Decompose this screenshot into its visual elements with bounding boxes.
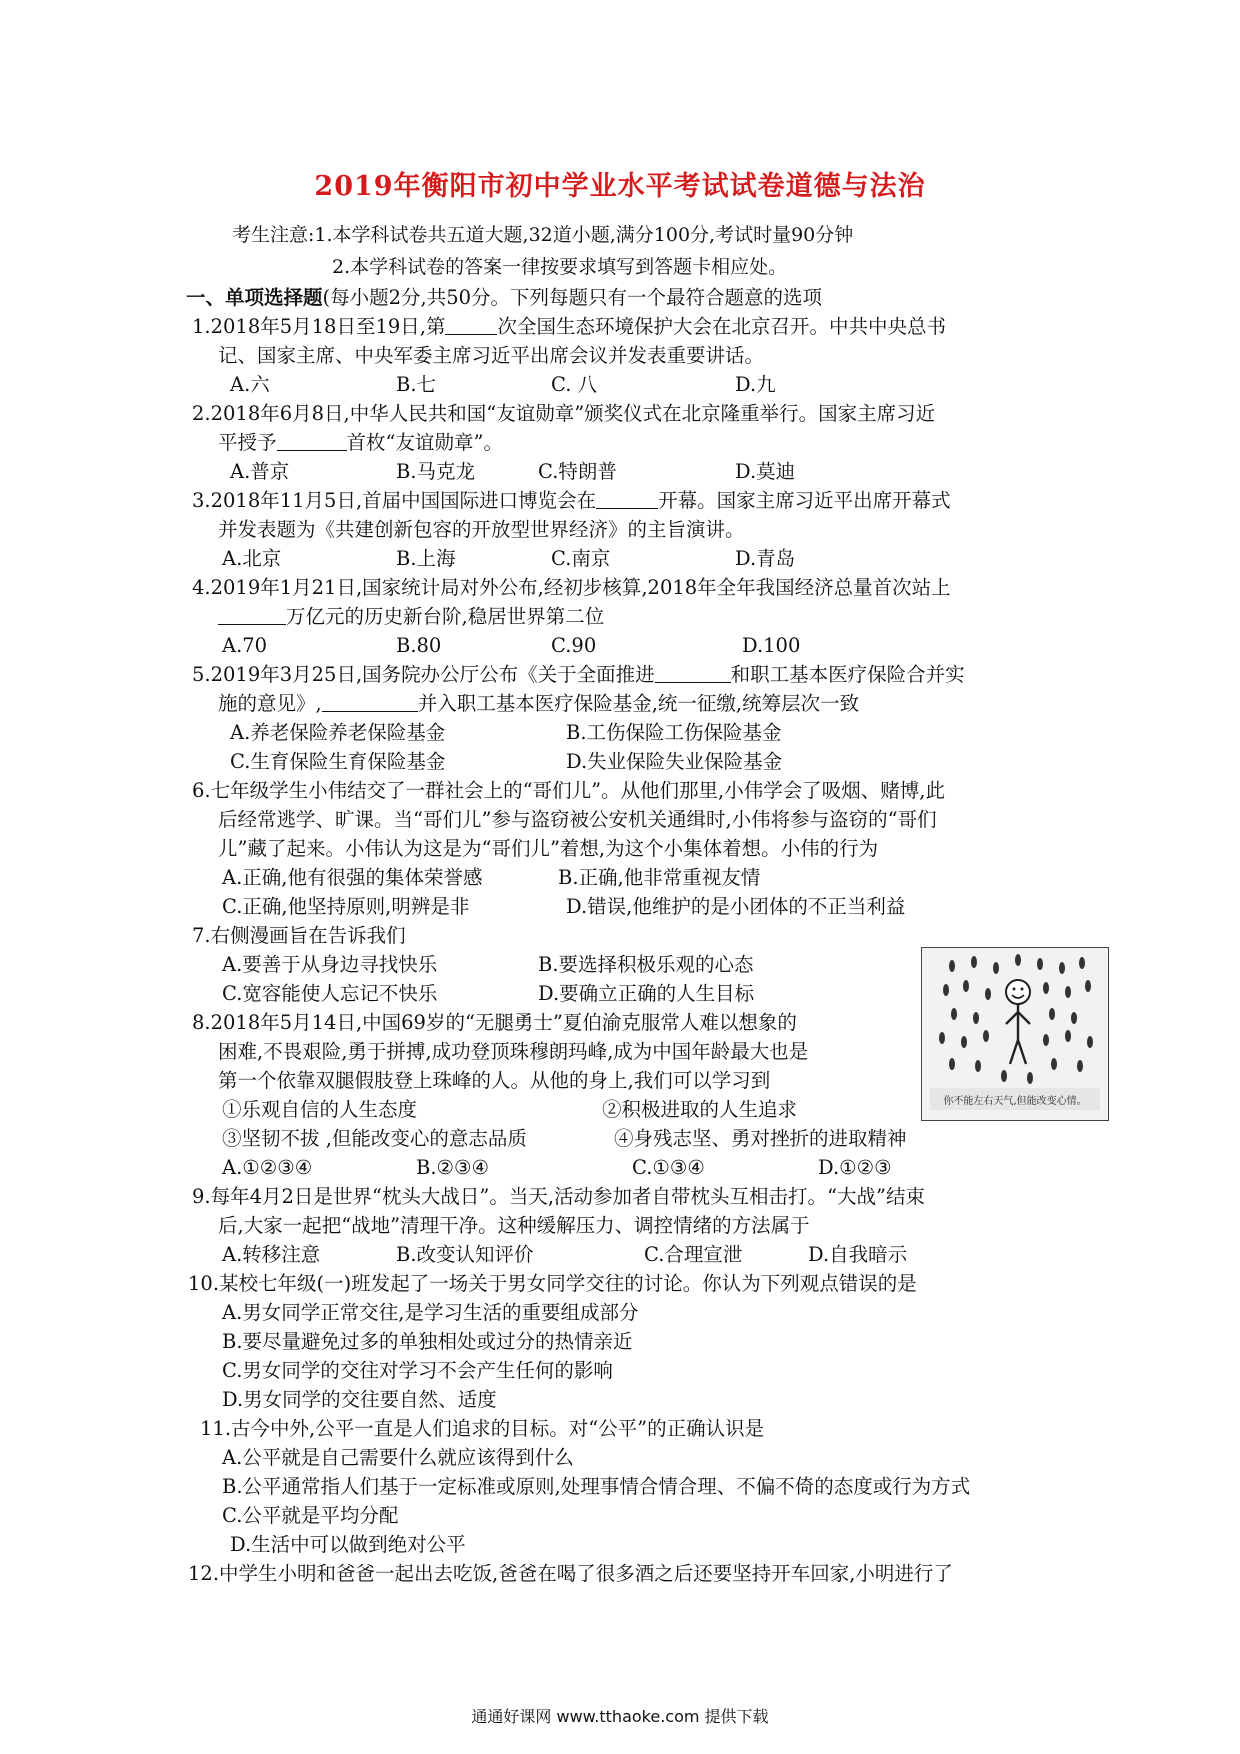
q9-line-2: 后,大家一起把“战地”清理干净。这种缓解压力、调控情绪的方法属于	[218, 1214, 810, 1237]
section-1-header	[186, 284, 822, 312]
q6-line-3: 儿”藏了起来。小伟认为这是为“哥们儿”着想,为这个小集体着想。小伟的行为	[218, 837, 879, 860]
q10-line-1: 10.某校七年级(一)班发起了一场关于男女同学交往的讨论。你认为下列观点错误的是	[188, 1272, 917, 1295]
q8-line-2: 困难,不畏艰险,勇于拼搏,成功登顶珠穆朗玛峰,成为中国年龄最大也是	[218, 1040, 809, 1063]
footer-download-note: 通通好课网 www.tthaoke.com 提供下载	[471, 1707, 769, 1726]
q1-text-a: 1.2018年5月18日至19日,第	[192, 315, 446, 338]
q1-option-c: C. 八	[551, 373, 598, 396]
q10-option-b: B.要尽量避免过多的单独相处或过分的热情亲近	[222, 1330, 633, 1353]
q2-text-c: 首枚“友谊勋章”。	[346, 431, 503, 454]
q2-option-c: C.特朗普	[538, 460, 617, 483]
q1-option-d: D.九	[735, 373, 776, 396]
q2-line-2	[218, 429, 503, 457]
rain-cartoon-image	[921, 947, 1109, 1121]
rain-cartoon-drawing	[922, 948, 1108, 1120]
section-1-heading: 一、单项选择题	[186, 286, 323, 309]
q9-option-c: C.合理宣泄	[644, 1243, 743, 1266]
q3-option-b: B.上海	[396, 547, 456, 570]
q4-line-1: 4.2019年1月21日,国家统计局对外公布,经初步核算,2018年全年我国经济总量首次站上	[192, 576, 951, 599]
q5-text-a: 5.2019年3月25日,国务院办公厅公布《关于全面推进	[192, 663, 655, 686]
notice-line-2: 2.本学科试卷的答案一律按要求填写到答题卡相应处。	[332, 256, 788, 278]
q3-text-b: 开幕。国家主席习近平出席开幕式	[658, 489, 951, 512]
q4-option-c: C.90	[551, 634, 597, 657]
q5-text-b: 和职工基本医疗保险合并实	[730, 663, 965, 686]
q1-line-2: 记、国家主席、中央军委主席习近平出席会议并发表重要讲话。	[218, 344, 765, 367]
cartoon-caption: 你不能左右天气,但能改变心情。	[943, 1096, 1087, 1107]
q6-line-2: 后经常逃学、旷课。当“哥们儿”参与盗窃被公安机关通缉时,小伟将参与盗窃的“哥们	[218, 808, 937, 831]
q4-option-b: B.80	[396, 634, 442, 657]
page-title: 2019年衡阳市初中学业水平考试试卷道德与法治	[314, 171, 926, 202]
q1-blank	[445, 316, 497, 335]
q5-blank-1	[655, 664, 731, 683]
q3-blank	[596, 490, 658, 509]
q4-option-d: D.100	[742, 634, 801, 657]
q5-option-a: A.养老保险养老保险基金	[230, 721, 446, 744]
q1-text-b: 次全国生态环境保护大会在北京召开。中共中央总书	[497, 315, 946, 338]
q5-option-c: C.生育保险生育保险基金	[230, 750, 446, 773]
q8-line-1: 8.2018年5月14日,中国69岁的“无腿勇士”夏伯渝克服常人难以想象的	[192, 1011, 797, 1034]
q10-option-a: A.男女同学正常交往,是学习生活的重要组成部分	[222, 1301, 639, 1324]
q3-option-d: D.青岛	[735, 547, 796, 570]
q3-text-a: 3.2018年11月5日,首届中国国际进口博览会在	[192, 489, 597, 512]
q11-option-c: C.公平就是平均分配	[222, 1504, 399, 1527]
q8-item-1: ①乐观自信的人生态度	[222, 1098, 418, 1121]
q7-line-1: 7.右侧漫画旨在告诉我们	[192, 924, 406, 947]
q5-option-b: B.工伤保险工伤保险基金	[566, 721, 782, 744]
q4-blank	[218, 606, 286, 625]
q5-line-2	[218, 690, 859, 718]
q8-item-3: ③坚韧不拔 ,但能改变心的意志品质	[222, 1127, 527, 1150]
q9-option-d: D.自我暗示	[808, 1243, 908, 1266]
q11-option-d: D.生活中可以做到绝对公平	[230, 1533, 466, 1556]
q11-line-1: 11.古今中外,公平一直是人们追求的目标。对“公平”的正确认识是	[200, 1417, 765, 1440]
q8-option-b: B.②③④	[416, 1156, 489, 1179]
q4-option-a: A.70	[222, 634, 268, 657]
q6-option-d: D.错误,他维护的是小团体的不正当利益	[566, 895, 906, 918]
q9-line-1: 9.每年4月2日是世界“枕头大战日”。当天,活动参加者自带枕头互相击打。“大战”结束	[192, 1185, 925, 1208]
notice-line-1: 考生注意:1.本学科试卷共五道大题,32道小题,满分100分,考试时量90分钟	[232, 224, 854, 246]
q9-option-b: B.改变认知评价	[396, 1243, 534, 1266]
q3-line-1	[192, 487, 951, 515]
q8-option-d: D.①②③	[818, 1156, 892, 1179]
q2-option-a: A.普京	[230, 460, 290, 483]
q3-line-2: 并发表题为《共建创新包容的开放型世界经济》的主旨演讲。	[218, 518, 745, 541]
q8-line-3: 第一个依靠双腿假肢登上珠峰的人。从他的身上,我们可以学习到	[218, 1069, 771, 1092]
q2-option-d: D.莫迪	[735, 460, 796, 483]
q7-option-c: C.宽容能使人忘记不快乐	[222, 982, 438, 1005]
q7-option-d: D.要确立正确的人生目标	[538, 982, 755, 1005]
q7-option-b: B.要选择积极乐观的心态	[538, 953, 754, 976]
q4-line-2	[218, 603, 604, 631]
q1-line-1	[192, 313, 946, 341]
q8-item-2: ②积极进取的人生追求	[602, 1098, 798, 1121]
q5-blank-2	[322, 693, 418, 712]
q4-text-b: 万亿元的历史新台阶,稳居世界第二位	[286, 605, 605, 628]
q5-line-1	[192, 661, 965, 689]
q3-option-c: C.南京	[551, 547, 611, 570]
q5-text-d: 并入职工基本医疗保险基金,统一征缴,统筹层次一致	[417, 692, 860, 715]
q1-option-a: A.六	[230, 373, 270, 396]
q6-line-1: 6.七年级学生小伟结交了一群社会上的“哥们儿”。从他们那里,小伟学会了吸烟、赌博,此	[192, 779, 945, 802]
q11-option-b: B.公平通常指人们基于一定标准或原则,处理事情合情合理、不偏不倚的态度或行为方式	[222, 1475, 971, 1498]
section-1-desc: (每小题2分,共50分。下列每题只有一个最符合题意的选项	[322, 286, 823, 309]
q10-option-d: D.男女同学的交往要自然、适度	[222, 1388, 497, 1411]
q2-line-1: 2.2018年6月8日,中华人民共和国“友谊勋章”颁奖仪式在北京隆重举行。国家主席习近	[192, 402, 936, 425]
q12-line-1: 12.中学生小明和爸爸一起出去吃饭,爸爸在喝了很多酒之后还要坚持开车回家,小明进行了	[188, 1562, 953, 1585]
q9-option-a: A.转移注意	[222, 1243, 321, 1266]
q1-option-b: B.七	[396, 373, 437, 396]
q3-option-a: A.北京	[222, 547, 282, 570]
q11-option-a: A.公平就是自己需要什么就应该得到什么	[222, 1446, 574, 1469]
q8-option-c: C.①③④	[632, 1156, 705, 1179]
q8-option-a: A.①②③④	[222, 1156, 313, 1179]
q2-option-b: B.马克龙	[396, 460, 476, 483]
q10-option-c: C.男女同学的交往对学习不会产生任何的影响	[222, 1359, 613, 1382]
q7-option-a: A.要善于从身边寻找快乐	[222, 953, 438, 976]
q5-text-c: 施的意见》,	[218, 692, 322, 715]
q6-option-b: B.正确,他非常重视友情	[558, 866, 761, 889]
q2-blank	[277, 432, 347, 451]
q5-option-d: D.失业保险失业保险基金	[566, 750, 783, 773]
q6-option-a: A.正确,他有很强的集体荣誉感	[222, 866, 483, 889]
q2-text-b: 平授予	[218, 431, 277, 454]
q8-item-4: ④身残志坚、勇对挫折的进取精神	[614, 1127, 907, 1150]
q6-option-c: C.正确,他坚持原则,明辨是非	[222, 895, 470, 918]
